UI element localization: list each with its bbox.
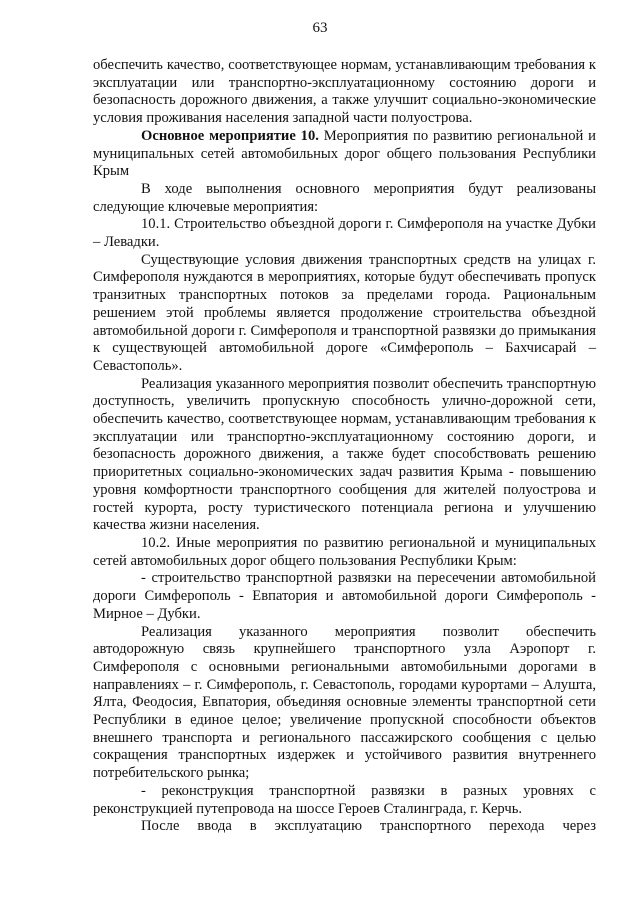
document-body xyxy=(93,57,596,836)
main-activity-heading: Основное мероприятие 10. xyxy=(141,127,319,144)
paragraph-interchange-construction: - строительство транспортной развязки на пересечении автомобильной дороги Симферополь - Евпатория и автомобильной дороги Симферополь - Мирное – Дубки. xyxy=(93,570,596,622)
paragraph-item-10-2: 10.2. Иные мероприятия по развитию региональной и муниципальных сетей автомобильных дорог общего пользования Республики Крым: xyxy=(93,534,596,569)
paragraph-airport-connection: Реализация указанного мероприятия позволит обеспечить автодорожную связь крупнейшего транспортного узла Аэропорт г. Симферополя с основными региональными автомобильными дорогами в направлениях – г. Симферополь, г. Севастополь, городами курортами – Алушта, Ялта, Феодосия, Евпатория, объединяя основные элементы транспортной сети Республики в единое целое; увеличение пропускной способности объектов внешнего транспорта и регионального пассажирского сообщения с целью сокращения транспортных издержек и устойчивого развития внутреннего потребительского рынка; xyxy=(93,623,596,782)
paragraph-key-activities-intro: В ходе выполнения основного мероприятия будут реализованы следующие ключевые мероприятия: xyxy=(93,180,596,215)
paragraph-continuation: обеспечить качество, соответствующее нормам, устанавливающим требования к эксплуатации или транспортно-эксплуатационному состоянию дороги и безопасность дорожного движения, а также улучшит социально-экономические условия проживания населения западной части полуострова. xyxy=(93,57,596,127)
paragraph-traffic-conditions: Существующие условия движения транспортных средств на улицах г. Симферополя нуждаются в мероприятиях, которые будут обеспечивать пропуск транзитных транспортных потоков за пределами города. Рациональным решением этой проблемы является продолжение строительства объездной автомобильной дороги г. Симферополя и транспортной развязки до примыкания к существующей автомобильной дороге «Симферополь – Бахчисарай – Севастополь». xyxy=(93,251,596,374)
paragraph-implementation-effects: Реализация указанного мероприятия позволит обеспечить транспортную доступность, увеличить пропускную способность улично-дорожной сети, обеспечить качество, соответствующее нормам, устанавливающим требования к эксплуатации или транспортно-эксплуатационному состоянию дороги, и безопасность дорожного движения, а также будет способствовать решению приоритетных социально-экономических задач развития Крыма - повышению уровня комфортности транспортного сообщения для жителей полуострова и гостей курорта, росту туристического потенциала региона и улучшению качества жизни населения. xyxy=(93,375,596,534)
paragraph-main-activity-10 xyxy=(93,128,596,181)
main-activity-title: Мероприятия по развитию региональной и муниципальных сетей автомобильных дорог общего пользования Республики Крым xyxy=(93,127,596,180)
page-number: 63 xyxy=(312,20,328,36)
paragraph-kerch-reconstruction: - реконструкция транспортной развязки в разных уровнях с реконструкцией путепровода на шоссе Героев Сталинграда, г. Керчь. xyxy=(93,782,596,817)
paragraph-crossing-intro: После ввода в эксплуатацию транспортного перехода через xyxy=(141,818,596,835)
paragraph-item-10-1: 10.1. Строительство объездной дороги г. Симферополя на участке Дубки – Левадки. xyxy=(93,216,596,251)
